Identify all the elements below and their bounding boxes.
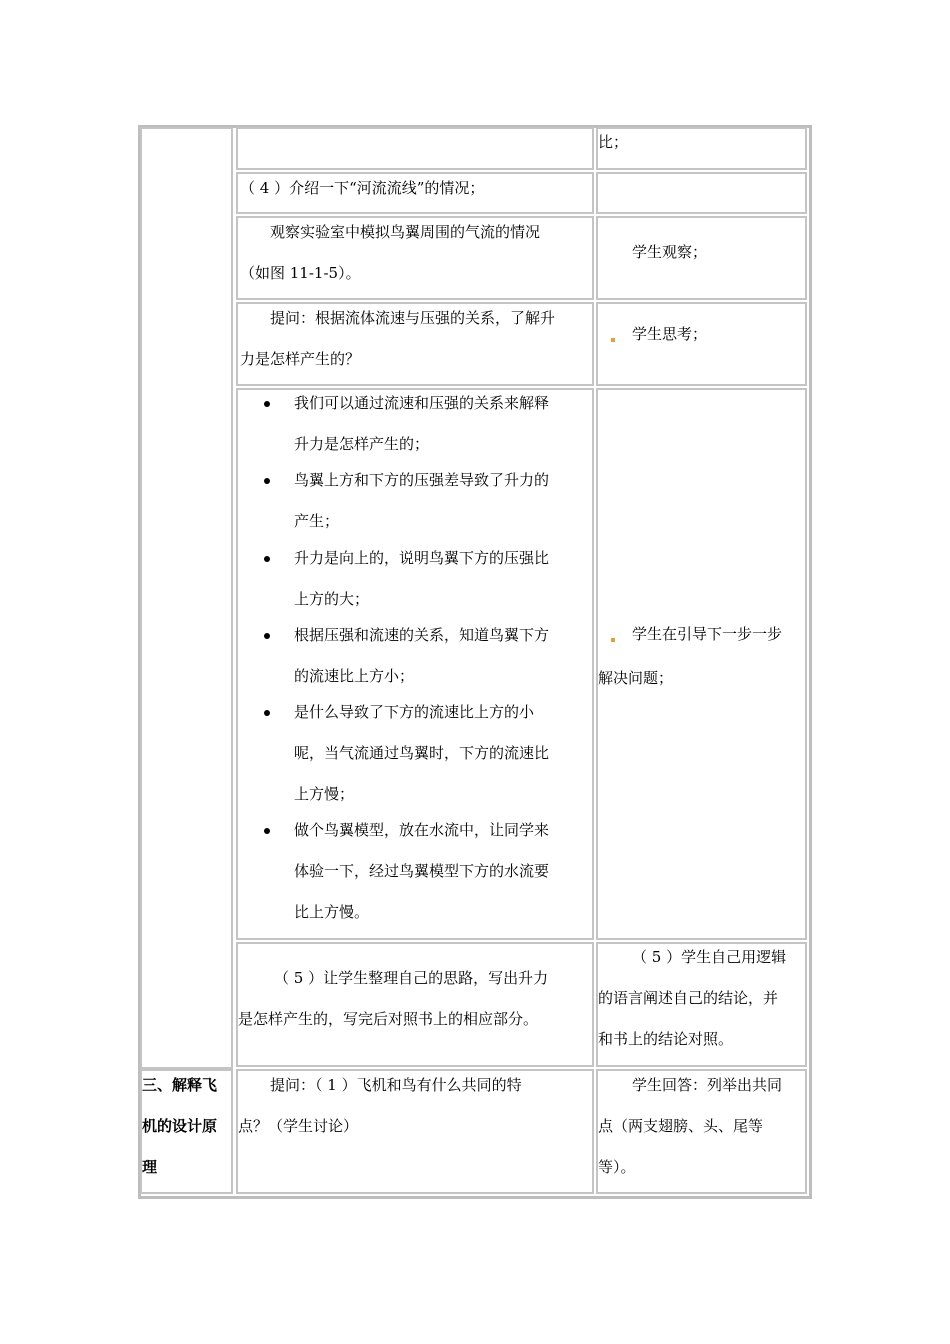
row5-right-line1: 学生在引导下一步一步 xyxy=(632,625,783,643)
bullet-3-line1: 升力是向上的，说明鸟翼下方的压强比 xyxy=(294,549,550,567)
row7-left-line2: 点？（学生讨论） xyxy=(238,1117,359,1135)
orange-marker-icon xyxy=(611,338,615,342)
row4-left-line2: 力是怎样产生的？ xyxy=(240,350,361,368)
section-title-line2: 机的设计原 xyxy=(142,1117,218,1135)
row2-left-text: （ 4 ）介绍一下“河流流线”的情况； xyxy=(240,179,485,197)
section-cell-empty xyxy=(140,127,233,1069)
bullet-5-line1: 是什么导致了下方的流速比上方的小 xyxy=(294,703,535,721)
row3-right-text: 学生观察； xyxy=(632,243,708,261)
bullet-2-line2: 产生； xyxy=(294,512,340,530)
row7-right-line3: 等）。 xyxy=(598,1158,636,1176)
bullet-6-line3: 比上方慢。 xyxy=(294,903,370,921)
row1-right-text: 比； xyxy=(598,133,629,151)
row7-left-line1: 提问：（ 1 ）飞机和鸟有什么共同的特 xyxy=(270,1076,522,1094)
row3-left-line2: （如图 11-1-5）。 xyxy=(240,264,361,282)
bullet-5-line3: 上方慢； xyxy=(294,785,355,803)
bullet-4-line1: 根据压强和流速的关系，知道鸟翼下方 xyxy=(294,626,550,644)
row6-right-line1: （ 5 ）学生自己用逻辑 xyxy=(632,948,787,966)
bullet-3-line2: 上方的大； xyxy=(294,590,370,608)
row6-left-line1: （ 5 ）让学生整理自己的思路，写出升力 xyxy=(274,969,549,987)
row5-right-line2: 解决问题； xyxy=(598,669,674,687)
bullet-icon xyxy=(264,710,270,716)
row1-left-cell xyxy=(236,127,594,170)
bullet-4-line2: 的流速比上方小； xyxy=(294,667,415,685)
bullet-6-line1: 做个鸟翼模型，放在水流中，让同学来 xyxy=(294,821,550,839)
section-title-line1: 三、解释飞 xyxy=(142,1076,218,1094)
section-title-line3: 理 xyxy=(142,1158,158,1176)
bullet-icon xyxy=(264,401,270,407)
bullet-icon xyxy=(264,478,270,484)
bullet-icon xyxy=(264,556,270,562)
bullet-1-line1: 我们可以通过流速和压强的关系来解释 xyxy=(294,394,550,412)
bullet-icon xyxy=(264,633,270,639)
bullet-6-line2: 体验一下，经过鸟翼模型下方的水流要 xyxy=(294,862,550,880)
row6-right-line3: 和书上的结论对照。 xyxy=(598,1030,734,1048)
bullet-1-line2: 升力是怎样产生的； xyxy=(294,435,430,453)
row3-left-line1: 观察实验室中模拟鸟翼周围的气流的情况 xyxy=(270,223,541,241)
row7-right-line1: 学生回答：列举出共同 xyxy=(632,1076,783,1094)
bullet-5-line2: 呢，当气流通过鸟翼时，下方的流速比 xyxy=(294,744,550,762)
row7-right-line2: 点（两支翅膀、头、尾等 xyxy=(598,1117,764,1135)
row4-left-line1: 提问：根据流体流速与压强的关系，了解升 xyxy=(270,309,556,327)
orange-marker-icon xyxy=(611,638,615,642)
row2-right-cell xyxy=(596,172,807,214)
row6-left-line2: 是怎样产生的，写完后对照书上的相应部分。 xyxy=(238,1010,539,1028)
row4-right-text: 学生思考； xyxy=(632,325,708,343)
bullet-icon xyxy=(264,828,270,834)
row6-right-line2: 的语言阐述自己的结论，并 xyxy=(598,989,779,1007)
bullet-2-line1: 鸟翼上方和下方的压强差导致了升力的 xyxy=(294,471,550,489)
